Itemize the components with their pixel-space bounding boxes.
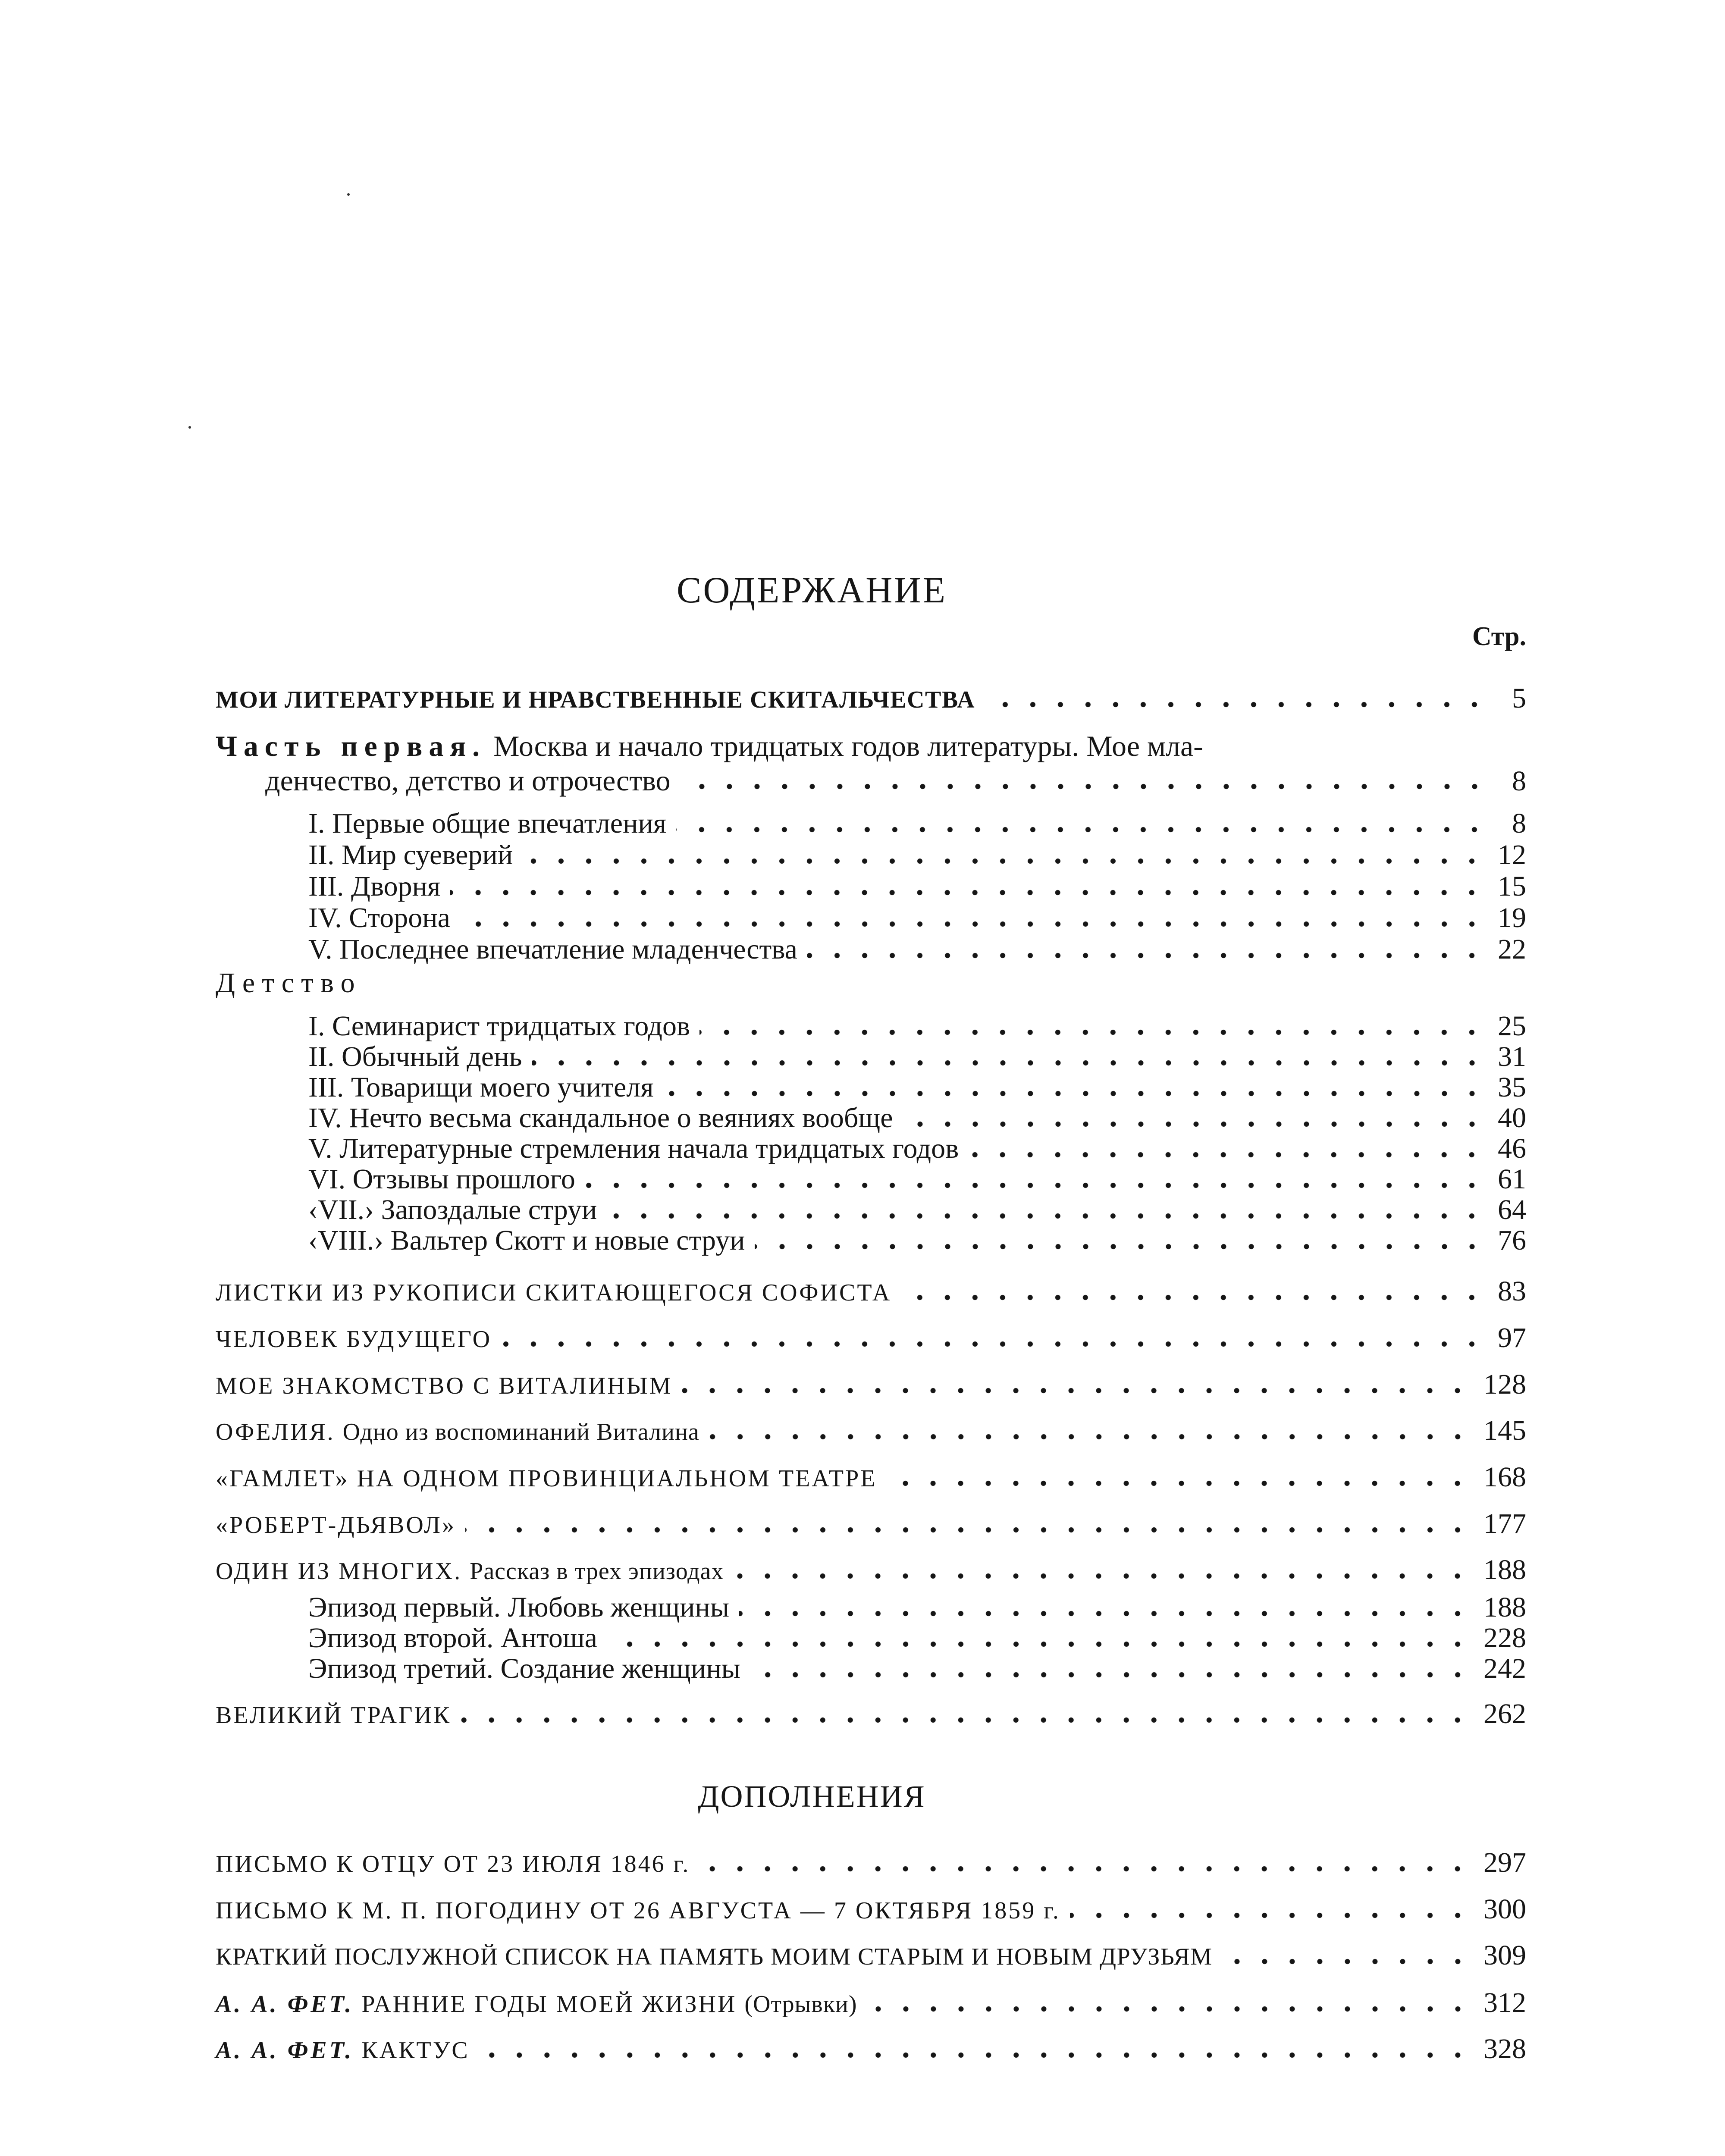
entry-title: КРАТКИЙ ПОСЛУЖНОЙ СПИСОК НА ПАМЯТЬ МОИМ СТАРЫМ И НОВЫМ ДРУЗЬЯМ bbox=[216, 1943, 1213, 1970]
toc-entry[interactable] bbox=[308, 901, 1526, 935]
page-number: 83 bbox=[1498, 1275, 1526, 1307]
page-number: 242 bbox=[1484, 1653, 1526, 1684]
page-number: 168 bbox=[1484, 1461, 1526, 1493]
dot-leader bbox=[460, 920, 1486, 928]
part-label: Часть первая. bbox=[216, 730, 486, 762]
page-number: 76 bbox=[1498, 1225, 1526, 1256]
dot-leader bbox=[807, 951, 1486, 960]
entry-title: Эпизод второй. Антоша bbox=[308, 1622, 597, 1654]
toc-entry[interactable] bbox=[308, 1193, 1526, 1227]
entry-subtitle: (Отрывки) bbox=[744, 1991, 857, 2018]
page-number: 300 bbox=[1484, 1893, 1526, 1925]
entry-title: «РОБЕРТ-ДЬЯВОЛ» bbox=[216, 1512, 456, 1539]
toc-entry[interactable] bbox=[216, 1507, 1526, 1541]
dot-leader bbox=[532, 1059, 1486, 1067]
section-heading-childhood: Детство bbox=[216, 967, 362, 999]
dot-leader bbox=[886, 1479, 1471, 1488]
page-number: 297 bbox=[1484, 1847, 1526, 1878]
entry-title: VI. Отзывы прошлого bbox=[308, 1163, 575, 1195]
entry-title: ‹VII.› Запоздалые струи bbox=[308, 1194, 597, 1225]
page-number: 35 bbox=[1498, 1072, 1526, 1103]
page-number: 309 bbox=[1484, 1940, 1526, 1971]
page-title: СОДЕРЖАНИЕ bbox=[676, 569, 947, 611]
entry-title: V. Литературные стремления начала тридцатых годов bbox=[308, 1133, 959, 1164]
dot-leader bbox=[663, 1089, 1486, 1098]
dot-leader bbox=[680, 782, 1488, 791]
dot-leader bbox=[585, 1181, 1486, 1190]
dot-leader bbox=[699, 1865, 1471, 1873]
entry-title: ЧЕЛОВЕК БУДУЩЕГО bbox=[216, 1326, 492, 1353]
toc-entry[interactable] bbox=[216, 1986, 1526, 2020]
dot-leader bbox=[522, 857, 1486, 865]
page-number: 31 bbox=[1498, 1041, 1526, 1072]
dot-leader bbox=[465, 1526, 1471, 1534]
entry-title: Эпизод первый. Любовь женщины bbox=[308, 1592, 730, 1623]
entry-title: V. Последнее впечатление младенчества bbox=[308, 934, 797, 965]
page-number: 145 bbox=[1484, 1415, 1526, 1446]
page-number: 188 bbox=[1484, 1592, 1526, 1623]
dot-leader bbox=[501, 1340, 1486, 1348]
toc-entry[interactable] bbox=[308, 1070, 1526, 1105]
dot-leader bbox=[607, 1640, 1471, 1648]
dot-leader bbox=[903, 1120, 1486, 1128]
toc-entry[interactable] bbox=[308, 1162, 1526, 1197]
dot-leader bbox=[1070, 1911, 1471, 1920]
dot-leader bbox=[755, 1242, 1486, 1251]
dot-leader bbox=[901, 1293, 1486, 1302]
entry-title: II. Обычный день bbox=[308, 1041, 522, 1072]
dot-leader bbox=[682, 1386, 1471, 1395]
toc-entry[interactable] bbox=[308, 1590, 1526, 1625]
toc-entry[interactable] bbox=[216, 1892, 1526, 1927]
toc-entry[interactable] bbox=[216, 729, 1526, 798]
page-number: 61 bbox=[1498, 1163, 1526, 1195]
dot-leader bbox=[709, 1432, 1471, 1441]
dot-leader bbox=[450, 888, 1486, 897]
entry-title: «ГАМЛЕТ» НА ОДНОМ ПРОВИНЦИАЛЬНОМ ТЕАТРЕ bbox=[216, 1465, 877, 1492]
entry-title: III. Дворня bbox=[308, 871, 441, 902]
toc-entry[interactable] bbox=[216, 1367, 1526, 1402]
toc-entry[interactable] bbox=[216, 1321, 1526, 1355]
toc-entry[interactable] bbox=[216, 2032, 1526, 2066]
toc-entry[interactable] bbox=[308, 1223, 1526, 1258]
entry-title: РАННИЕ ГОДЫ МОЕЙ ЖИЗНИ bbox=[361, 1991, 737, 2018]
page-number: 12 bbox=[1498, 839, 1526, 871]
page-number: 262 bbox=[1484, 1698, 1526, 1730]
dot-leader bbox=[733, 1572, 1471, 1580]
entry-subtitle: Одно из воспоминаний Виталина bbox=[342, 1419, 699, 1445]
entry-title: ОФЕЛИЯ. bbox=[216, 1419, 335, 1445]
toc-entry[interactable] bbox=[216, 1697, 1526, 1731]
entry-title: МОЕ ЗНАКОМСТВО С ВИТАЛИНЫМ bbox=[216, 1373, 673, 1399]
page-number: 177 bbox=[1484, 1508, 1526, 1539]
toc-entry[interactable] bbox=[216, 1938, 1526, 1973]
entry-author: А. А. ФЕТ. bbox=[216, 2037, 354, 2064]
toc-entry[interactable] bbox=[216, 1413, 1526, 1448]
toc-entry[interactable] bbox=[308, 1101, 1526, 1135]
entry-subtitle: Рассказ в трех эпизодах bbox=[470, 1558, 724, 1585]
entry-title: КАКТУС bbox=[361, 2037, 470, 2064]
dot-leader bbox=[750, 1670, 1471, 1679]
page-number: 328 bbox=[1484, 2033, 1526, 2065]
entry-title: ЛИСТКИ ИЗ РУКОПИСИ СКИТАЮЩЕГОСЯ СОФИСТА bbox=[216, 1279, 892, 1306]
toc-entry[interactable] bbox=[308, 1040, 1526, 1074]
toc-entry[interactable] bbox=[308, 1009, 1526, 1044]
page-number: 40 bbox=[1498, 1102, 1526, 1134]
entry-title: ПИСЬМО К М. П. ПОГОДИНУ ОТ 26 АВГУСТА — 7 ОКТЯБРЯ 1859 г. bbox=[216, 1897, 1060, 1924]
toc-entry[interactable] bbox=[216, 1846, 1526, 1880]
page-number: 128 bbox=[1484, 1369, 1526, 1400]
dot-leader bbox=[739, 1609, 1471, 1618]
entry-title: III. Товарищи моего учителя bbox=[308, 1072, 654, 1103]
page-number: 312 bbox=[1484, 1987, 1526, 2018]
toc-entry[interactable] bbox=[216, 1274, 1526, 1309]
entry-title: I. Первые общие впечатления bbox=[308, 808, 667, 839]
toc-entry[interactable] bbox=[216, 681, 1526, 716]
toc-entry[interactable] bbox=[216, 1553, 1526, 1587]
dot-leader bbox=[968, 1150, 1486, 1159]
entry-title: IV. Нечто весьма скандальное о веяниях вообще bbox=[308, 1102, 893, 1134]
page-number: 15 bbox=[1498, 871, 1526, 902]
dot-leader bbox=[1222, 1957, 1471, 1966]
page-number: 8 bbox=[1512, 765, 1526, 797]
page-number: 97 bbox=[1498, 1322, 1526, 1354]
page-number: 188 bbox=[1484, 1554, 1526, 1586]
toc-entry[interactable] bbox=[308, 869, 1526, 904]
page-number: 5 bbox=[1512, 683, 1526, 714]
page-number: 8 bbox=[1512, 808, 1526, 839]
page-number: 46 bbox=[1498, 1133, 1526, 1164]
page-number: 25 bbox=[1498, 1010, 1526, 1042]
toc-entry[interactable] bbox=[308, 806, 1526, 841]
page-number: 228 bbox=[1484, 1622, 1526, 1654]
entry-title: II. Мир суеверий bbox=[308, 839, 513, 871]
toc-entry[interactable] bbox=[216, 1460, 1526, 1495]
page-number: 22 bbox=[1498, 934, 1526, 965]
page-number: 64 bbox=[1498, 1194, 1526, 1225]
toc-entry[interactable] bbox=[308, 932, 1526, 967]
dot-leader bbox=[461, 1716, 1471, 1724]
entry-title: I. Семинарист тридцатых годов bbox=[308, 1010, 690, 1042]
page-number: 19 bbox=[1498, 902, 1526, 934]
entry-title: ПИСЬМО К ОТЦУ ОТ 23 ИЮЛЯ 1846 г. bbox=[216, 1851, 690, 1877]
entry-title: ОДИН ИЗ МНОГИХ. bbox=[216, 1558, 462, 1585]
entry-title: Эпизод третий. Создание женщины bbox=[308, 1653, 740, 1684]
dot-leader bbox=[676, 825, 1488, 834]
entry-title: Москва и начало тридцатых годов литературы. Мое мла- bbox=[493, 730, 1203, 762]
dot-leader bbox=[699, 1028, 1486, 1037]
dot-leader bbox=[985, 700, 1488, 709]
page-column-label: Стр. bbox=[1472, 622, 1526, 651]
dot-leader bbox=[867, 2005, 1471, 2013]
entry-title: IV. Сторона bbox=[308, 902, 450, 934]
entry-title: ВЕЛИКИЙ ТРАГИК bbox=[216, 1702, 452, 1729]
entry-title-continued: денчество, детство и отрочество bbox=[265, 764, 671, 797]
entry-title: МОИ ЛИТЕРАТУРНЫЕ И НРАВСТВЕННЫЕ СКИТАЛЬЧЕСТВА bbox=[216, 686, 975, 713]
entry-title: ‹VIII.› Вальтер Скотт и новые струи bbox=[308, 1225, 745, 1256]
toc-entry[interactable] bbox=[308, 1651, 1526, 1686]
dot-leader bbox=[479, 2051, 1471, 2059]
toc-entry[interactable] bbox=[308, 1131, 1526, 1166]
entry-author: А. А. ФЕТ. bbox=[216, 1991, 354, 2018]
dot-leader bbox=[606, 1212, 1486, 1220]
toc-entry[interactable] bbox=[308, 1621, 1526, 1655]
supplements-heading: ДОПОЛНЕНИЯ bbox=[698, 1779, 926, 1814]
toc-entry[interactable] bbox=[308, 838, 1526, 872]
